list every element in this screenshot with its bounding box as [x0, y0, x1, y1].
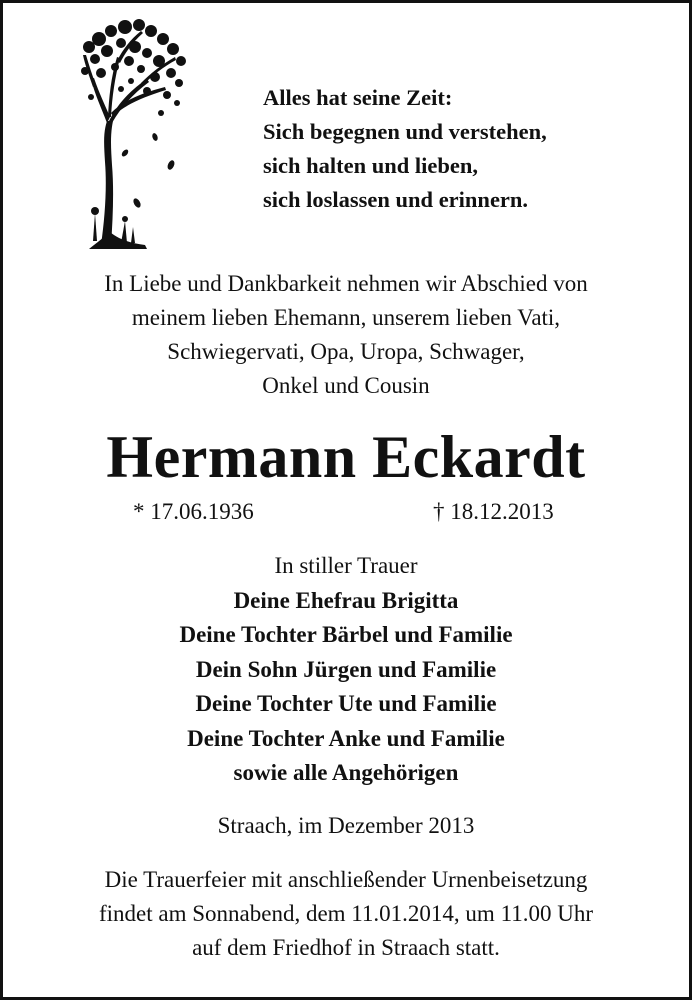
mourner-entry: Deine Tochter Ute und Familie — [195, 691, 497, 716]
quote-line: sich loslassen und erinnern. — [263, 187, 529, 212]
funeral-line: auf dem Friedhof in Straach statt. — [192, 935, 500, 960]
funeral-line: Die Trauerfeier mit anschließender Urnenbeisetzung — [104, 867, 588, 892]
intro-line: meinem lieben Ehemann, unserem lieben Vati, — [131, 305, 561, 330]
deceased-name: Hermann Eckardt — [106, 424, 586, 490]
intro-line: Schwiegervati, Opa, Uropa, Schwager, — [167, 339, 525, 364]
place-date: Straach, im Dezember 2013 — [217, 813, 475, 838]
mourner-entry: sowie alle Angehörigen — [233, 760, 459, 785]
quote-line: Sich begegnen und verstehen, — [263, 119, 547, 144]
mourners-block — [3, 549, 689, 791]
intro-line: In Liebe und Dankbarkeit nehmen wir Abschied von — [104, 271, 588, 296]
mourner-entry: Deine Ehefrau Brigitta — [233, 587, 459, 613]
mourner-entry: Deine Tochter Anke und Familie — [187, 725, 505, 751]
death-date: † 18.12.2013 — [433, 499, 554, 524]
quote-line: sich halten und lieben, — [263, 153, 479, 178]
quote-line: Alles hat seine Zeit: — [263, 85, 453, 110]
mourner-entry: Dein Sohn Jürgen und Familie — [195, 656, 497, 682]
intro-text — [3, 267, 689, 403]
birth-date: * 17.06.1936 — [133, 499, 254, 524]
quote-block — [263, 81, 547, 217]
tree-silhouette-icon — [81, 17, 189, 253]
mourner-entry: Deine Tochter Bärbel und Familie — [179, 622, 513, 647]
intro-line: Onkel und Cousin — [262, 373, 430, 398]
mourning-heading: In stiller Trauer — [274, 553, 418, 578]
funeral-line: findet am Sonnabend, dem 11.01.2014, um 11.00 Uhr — [98, 901, 593, 926]
funeral-info — [3, 863, 689, 965]
